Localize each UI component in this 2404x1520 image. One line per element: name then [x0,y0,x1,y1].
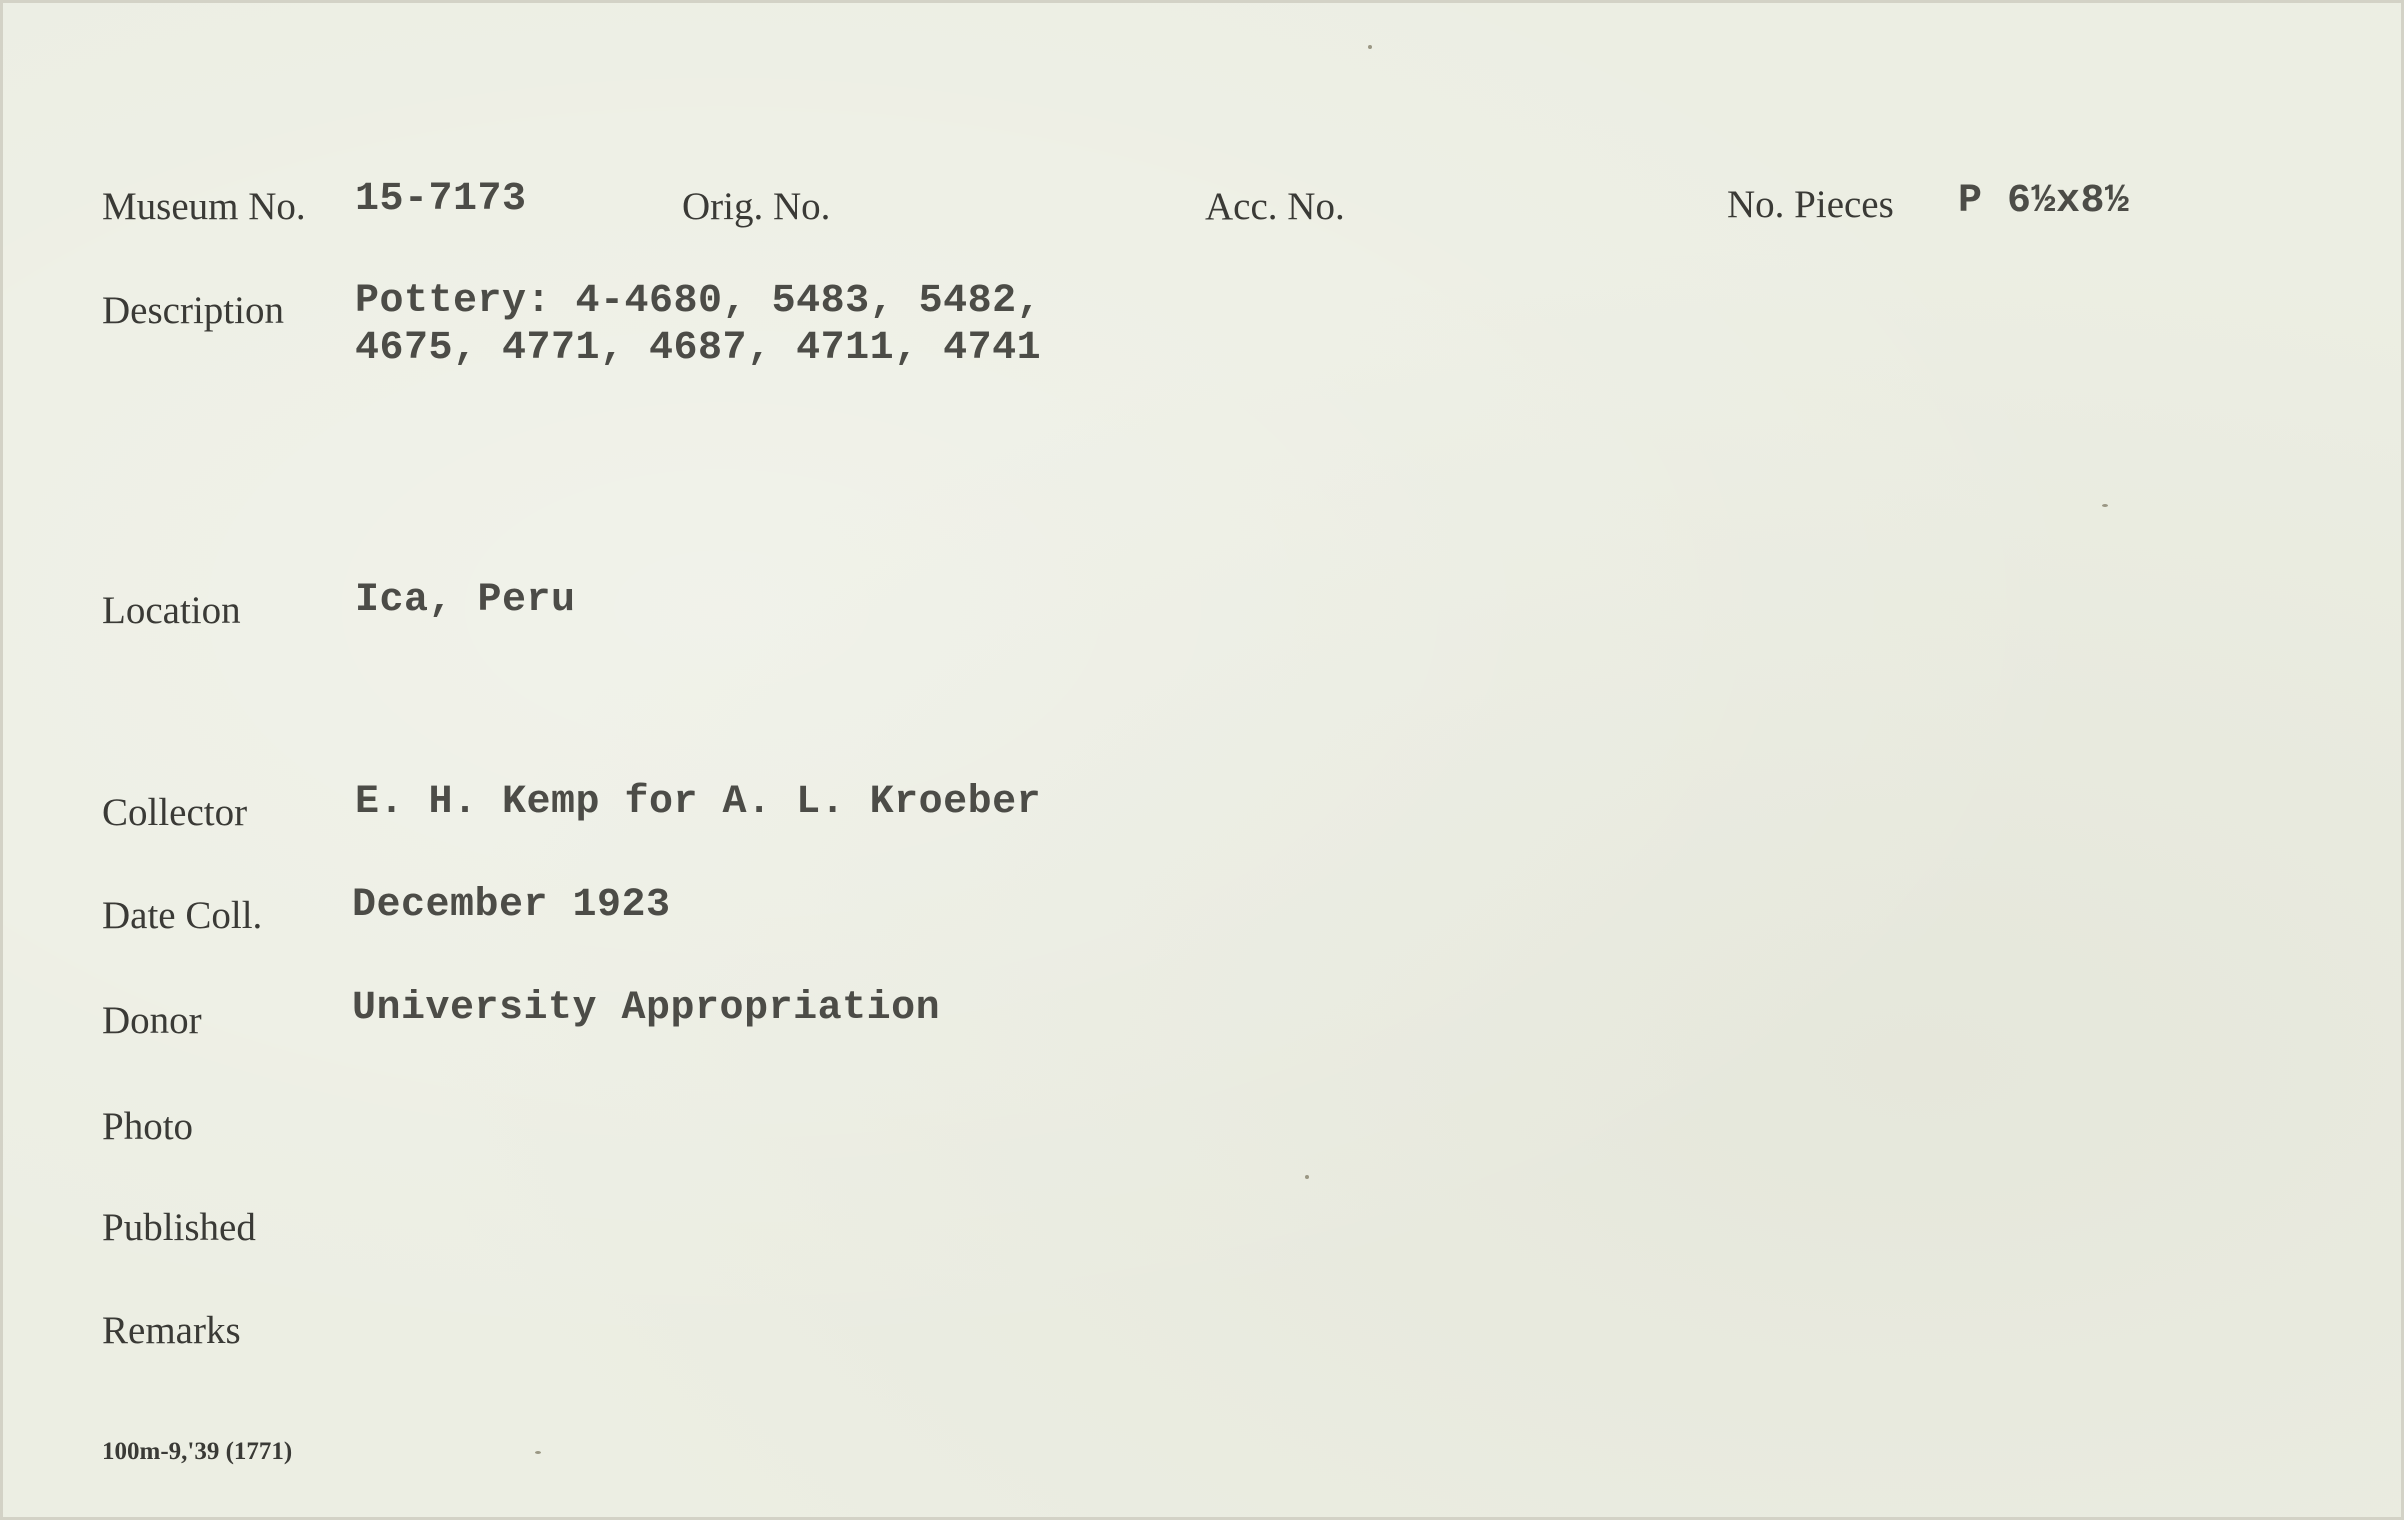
location-value: Ica, Peru [355,578,576,623]
remarks-label: Remarks [102,1309,241,1352]
collector-value: E. H. Kemp for A. L. Kroeber [355,780,1042,825]
date-coll-value: December 1923 [352,883,671,928]
location-label: Location [102,589,241,632]
museum-no-value: 15-7173 [355,177,527,222]
donor-label: Donor [102,999,202,1042]
paper-speck [1368,45,1372,49]
orig-no-label: Orig. No. [682,185,831,228]
donor-value: University Appropriation [352,986,941,1031]
published-label: Published [102,1206,256,1249]
description-line-2: 4675, 4771, 4687, 4711, 4741 [355,326,1042,371]
collector-label: Collector [102,791,248,834]
description-line-1: Pottery: 4-4680, 5483, 5482, [355,279,1042,324]
museum-no-label: Museum No. [102,185,306,228]
photo-label: Photo [102,1105,194,1148]
description-label: Description [102,289,284,332]
no-pieces-label: No. Pieces [1727,183,1894,226]
paper-speck [1305,1175,1309,1179]
print-code: 100m-9,'39 (1771) [102,1438,293,1465]
paper-speck [535,1451,541,1454]
no-pieces-value: P 6½x8½ [1958,179,2130,224]
paper-speck [2102,504,2108,507]
acc-no-label: Acc. No. [1205,185,1345,228]
date-coll-label: Date Coll. [102,894,263,937]
